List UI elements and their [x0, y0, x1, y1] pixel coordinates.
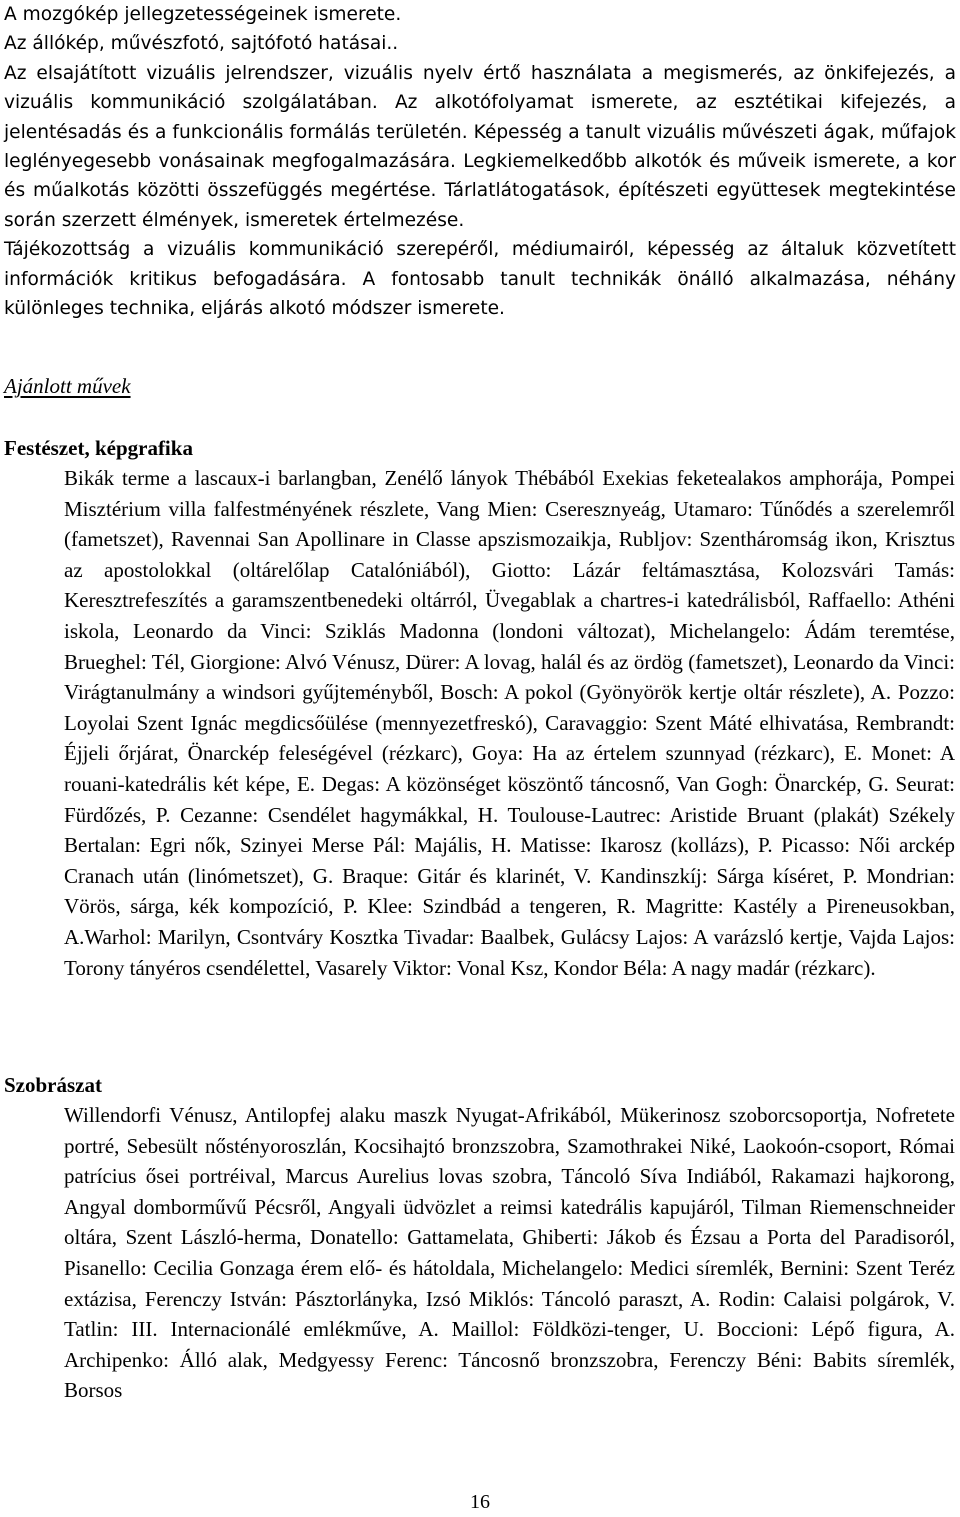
section-heading-sculpture: Szobrászat	[4, 1073, 102, 1097]
intro-line-allokep: Az állókép, művészfotó, sajtófotó hatásai..	[4, 33, 399, 55]
intro-text	[4, 0, 956, 323]
section-body-painting: Bikák terme a lascaux-i barlangban, Zenélő lányok Thébából Exekias feketealakos amphorája, Pompei Misztérium villa falfestményének részlete, Vang Mien: Cseresznyeág, Utamaro: Tűnődés a szerelemről (fametszet), Ravennai San Apollinare in Classe apszismozaikja, Rubljov: Szentháromság ikon, Krisztus az apostolokkal (oltárelőlap Catalóniából), Giotto: Lázár feltámasztása, Kolozsvári Tamás: Keresztrefeszítés a garamszentbenedeki oltárról, Üvegablak a chartres-i katedrálisból, Raffaello: Athéni iskola, Leonardo da Vinci: Sziklás Madonna (londoni változat), Michelangelo: Ádám teremtése, Brueghel: Tél, Giorgione: Alvó Vénusz, Dürer: A lovag, halál és az ördög (fametszet), Leonardo da Vinci: Virágtanulmány a windsori gyűjteményből, Bosch: A pokol (Gyönyörök kertje oltár részlete), A. Pozzo: Loyolai Szent Ignác megdicsőülése (mennyezetfreskó), Caravaggio: Szent Máté elhivatása, Rembrandt: Éjjeli őrjárat, Önarckép feleségével (rézkarc), Goya: Ha az értelem szunnyad (rézkarc), E. Monet: A rouani-katedrális két képe, E. Degas: A közönséget köszöntő táncosnő, Van Gogh: Önarckép, G. Seurat: Fürdőzés, P. Cezanne: Csendélet hagymákkal, H. Toulouse-Lautrec: Aristide Bruant (plakát) Székely Bertalan: Egri nők, Szinyei Merse Pál: Majális, H. Matisse: Ikarosz (kollázs), P. Picasso: Női arckép Cranach után (linómetszet), G. Braque: Gitár és klarinét, V. Kandinszkíj: Sárga kíséret, P. Mondrian: Vörös, sárga, kék kompozíció, P. Klee: Szindbád a tengeren, R. Magritte: Kastély a Pireneusokban, A.Warhol: Marilyn, Csontváry Kosztka Tivadar: Baalbek, Gulácsy Lajos: A varázsló kertje, Vajda Lajos: Torony tányéros csendélettel, Vasarely Viktor: Vonal Ksz, Kondor Béla: A nagy madár (rézkarc).	[64, 466, 955, 980]
intro-paragraph-vizualis: Az elsajátított vizuális jelrendszer, vizuális nyelv értő használata a megismerés, az önkifejezés, a vizuális kommunikáció szolgálatában. Az alkotófolyamat ismerete, az esztétikai kifejezés, a jelentésadás és a funkcionális formálás területén. Képesség a tanult vizuális művészeti ágak, műfajok leglényegesebb vonásainak megfogalmazására. Legkiemelkedőbb alkotók és műveik ismerete, a kor és műalkotás közötti összefüggés megértése. Tárlatlátogatások, építészeti együttesek megtekintése során szerzett élmények, ismeretek értelmezése.	[4, 62, 956, 231]
page-number: 16	[470, 1491, 490, 1513]
section-body-sculpture: Willendorfi Vénusz, Antilopfej alaku maszk Nyugat-Afrikából, Mükerinosz szoborcsoportja, Nofretete portré, Sebesült nőstényoroszlán, Kocsihajtó bronzszobra, Szamothrakei Niké, Laokoón-csoport, Római patrícius ősei portréival, Marcus Aurelius lovas szobra, Táncoló Síva Indiából, Rakamazi hajkorong, Angyal domborművű Pécsről, Angyali üdvözlet a reimsi katedrális kapujáról, Tilman Riemenschneider oltára, Szent László-herma, Donatello: Gattamelata, Ghiberti: Jákob és Ézsau a Porta del Paradisoról, Pisanello: Cecilia Gonzaga érem elő- és hátoldala, Michelangelo: Medici síremlék, Bernini: Szent Teréz extázisa, Ferenczy István: Pásztorlányka, Izsó Miklós: Táncoló paraszt, A. Rodin: Calaisi polgárok, V. Tatlin: III. Internacionálé emlékműve, A. Maillol: Földközi-tenger, U. Boccioni: Lépő figura, A. Archipenko: Álló alak, Medgyessy Ferenc: Táncosnő bronzszobra, Ferenczy Béni: Babits síremlék, Borsos	[64, 1103, 955, 1403]
intro-paragraph-tajekozottsag: Tájékozottság a vizuális kommunikáció szerepéről, médiumairól, képesség az általuk közvetített információk kritikus befogadására. A fontosabb tanult technikák önálló alkalmazása, néhány különleges technika, eljárás alkotó módszer ismerete.	[4, 239, 956, 320]
intro-line-mozgokep: A mozgókép jellegzetességeinek ismerete.	[4, 4, 402, 25]
section-heading-painting: Festészet, képgrafika	[4, 436, 193, 460]
recommended-works-heading: Ajánlott művek	[4, 374, 131, 398]
